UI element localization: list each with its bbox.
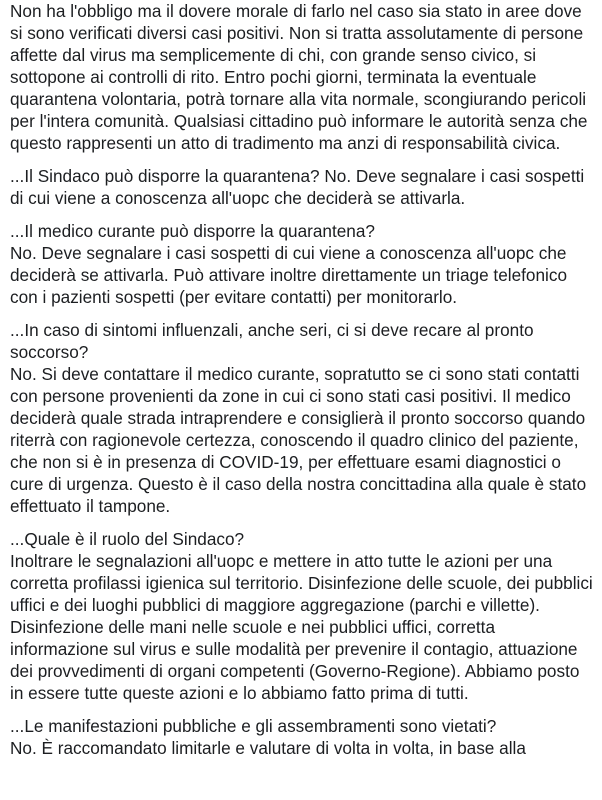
paragraph-self-report: Non ha l'obbligo ma il dovere morale di farlo nel caso sia stato in aree dove si sono verificati diversi casi positivi. Non si tratta assolutamente di persone affette dal virus ma semplicemente di chi, con grande senso civico, si sottopone ai controlli di rito. Entro pochi giorni, terminata la eventuale quarantena volontaria, potrà tornare alla vita normale, scongiurando pericoli per l'intera comunità. Qualsiasi cittadino può informare le autorità senza che questo rappresenti un atto di tradimento ma anzi di responsabilità civica. [10,1,588,153]
paragraph-public-events: ...Le manifestazioni pubbliche e gli assembramenti sono vietati? No. È raccomandato limitarle e valutare di volta in volta, in base alla [10,716,526,758]
paragraph-mayor-quarantine: ...Il Sindaco può disporre la quarantena? No. Deve segnalare i casi sospetti di cui viene a conoscenza all'uopc che deciderà se attivarla. [10,166,585,208]
paragraph-flu-symptoms: ...In caso di sintomi influenzali, anche seri, ci si deve recare al pronto soccorso? No. Si deve contattare il medico curante, sopratutto se ci sono stati contatti con persone provenienti da zone in cui ci sono stati casi positivi. Il medico deciderà quale strada intraprendere e consiglierà il pronto soccorso quando riterrà con ragionevole certezza, conoscendo il quadro clinico del paziente, che non si è in presenza di COVID-19, per effettuare esami diagnostici o cure di urgenza. Questo è il caso della nostra concittadina alla quale è stato effettuato il tampone. [10,320,587,516]
paragraph-doctor-quarantine: ...Il medico curante può disporre la quarantena? No. Deve segnalare i casi sospetti di cui viene a conoscenza all'uopc che deciderà se attivarla. Può attivare inoltre direttamente un triage telefonico con i pazienti sospetti (per evitare contatti) per monitorarlo. [10,221,567,307]
post-body [10,0,595,770]
paragraph-mayor-role: ...Quale è il ruolo del Sindaco? Inoltrare le segnalazioni all'uopc e mettere in atto tutte le azioni per una corretta profilassi igienica sul territorio. Disinfezione delle scuole, dei pubblici uffici e dei luoghi pubblici di maggiore aggregazione (parchi e villette). Disinfezione delle mani nelle scuole e nei pubblici uffici, corretta informazione sul virus e sulle modalità per prevenire il contagio, attuazione dei provvedimenti di organi competenti (Governo-Regione). Abbiamo posto in essere tutte queste azioni e lo abbiamo fatto prima di tutti. [10,529,593,703]
